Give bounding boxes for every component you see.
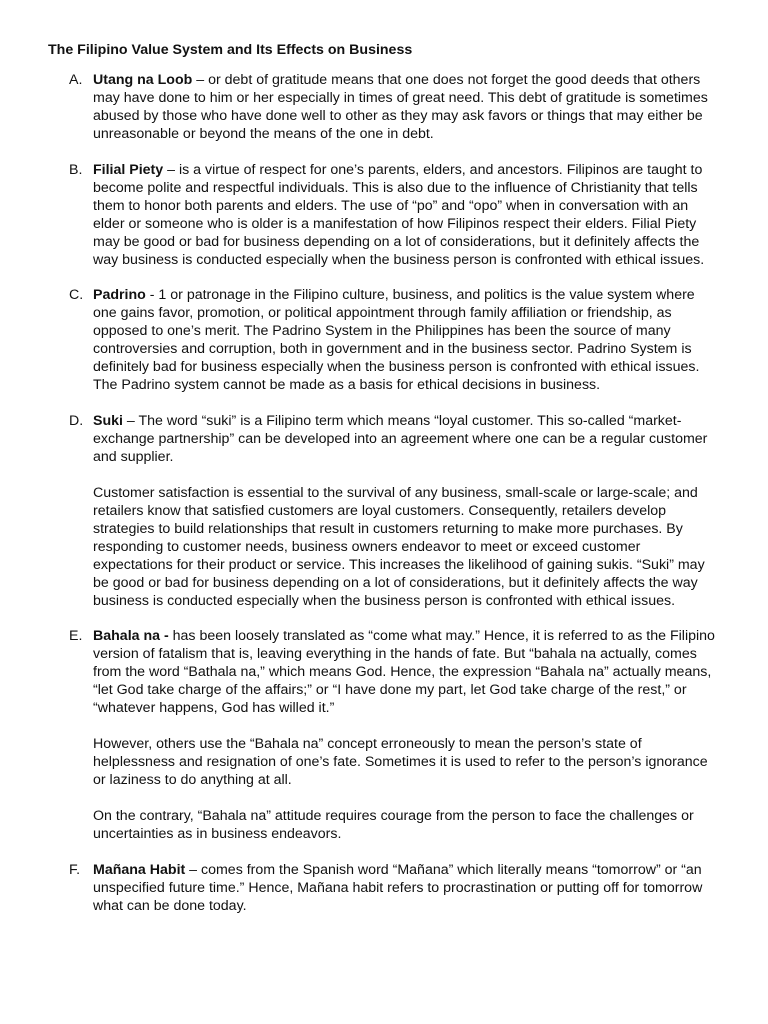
- list-item-body: [93, 286, 720, 394]
- paragraph: [93, 71, 720, 143]
- list-marker: F.: [69, 861, 81, 878]
- definition-text: – comes from the Spanish word “Mañana” which literally means “tomorrow” or “an unspecified future time.” Hence, Mañana habit refers to procrastination or putting off for tomorrow what can be done today.: [93, 861, 703, 914]
- list-item-body: [93, 412, 720, 610]
- list-item-body: [93, 71, 720, 143]
- list-marker: A.: [69, 72, 83, 88]
- list-item-f: [48, 861, 720, 915]
- list-item-a: [48, 71, 720, 143]
- definition-text: – The word “suki” is a Filipino term which means “loyal customer. This so-called “market-exchange partnership” can be developed into an agreement where one can be a regular customer and supplier.: [93, 412, 708, 465]
- term-suki: Suki: [93, 412, 123, 429]
- list-marker: B.: [69, 161, 83, 178]
- list-item-body: [93, 627, 720, 843]
- paragraph: [93, 627, 720, 717]
- list-item-body: [93, 161, 720, 269]
- definition-text: - 1 or patronage in the Filipino culture, business, and politics is the value system where one gains favor, promotion, or political appointment through family affiliation or friendship, as opposed to one’s merit. The Padrino System in the Philippines has been the source of many controversies and corruption, both in government and in the business sector. Padrino System is definitely bad for business especially when the business person is confronted with ethical issues. The Padrino system cannot be made as a basis for ethical decisions in business.: [93, 287, 700, 393]
- definition-text: – or debt of gratitude means that one does not forget the good deeds that others may have done to him or her especially in times of great need. This debt of gratitude is sometimes abused by those who have done well to other as they may ask favors or things that may either be unreasonable or beyond the means of the one in debt.: [93, 72, 708, 142]
- term-utang-na-loob: Utang na Loob: [93, 72, 193, 88]
- list-marker: D.: [69, 412, 84, 429]
- definition-text: – is a virtue of respect for one’s parents, elders, and ancestors. Filipinos are taught to become polite and respectful individuals. This is also due to the influence of Christianity that tells them to honor both parents and elders. The use of “po” and “opo” when in conversation with an elder or someone who is older is a manifestation of how Filipinos respect their elders. Filial Piety may be good or bad for business depending on a lot of considerations, but it definitely affects the way business is conducted especially when the business person is confronted with ethical issues.: [93, 161, 705, 268]
- paragraph: [93, 286, 720, 394]
- term-manana-habit: Mañana Habit: [93, 861, 186, 878]
- document-title: The Filipino Value System and Its Effects on Business: [48, 42, 413, 58]
- list-item-c: [48, 286, 720, 394]
- list-marker: E.: [69, 628, 83, 644]
- term-bahala-na: Bahala na -: [93, 628, 169, 644]
- list-item-e: [48, 627, 720, 843]
- paragraph: [93, 861, 720, 915]
- term-filial-piety: Filial Piety: [93, 161, 164, 178]
- paragraph: However, others use the “Bahala na” concept erroneously to mean the person’s state of helplessness and resignation of one’s fate. Sometimes it is used to refer to the person’s ignorance or laziness to do anything at all.: [93, 736, 708, 788]
- definition-text: has been loosely translated as “come what may.” Hence, it is referred to as the Filipino version of fatalism that is, leaving everything in the hands of fate. But “bahala na actually, comes from the word “Bathala na,” which means God. Hence, the expression “Bahala na” actually means, “let God take charge of the affairs;” or “I have done my part, let God take charge of the rest,” or “whatever happens, God has willed it.”: [93, 628, 715, 716]
- paragraph: [93, 161, 720, 269]
- list-marker: C.: [69, 287, 84, 303]
- list-item-d: [48, 412, 720, 610]
- list-item-body: [93, 861, 720, 915]
- paragraph: Customer satisfaction is essential to the survival of any business, small-scale or large-scale; and retailers know that satisfied customers are loyal customers. Consequently, retailers develop strategies to build relationships that result in customers returning to make more purchases. By responding to customer needs, business owners endeavor to meet or exceed customer expectations for their product or service. This increases the likelihood of gaining sukis. “Suki” may be good or bad for business depending on a lot of considerations, but it definitely affects the way business is conducted especially when the business person is confronted with ethical issues.: [93, 484, 705, 609]
- list-item-b: [48, 161, 720, 269]
- paragraph: [93, 412, 720, 466]
- paragraph: On the contrary, “Bahala na” attitude requires courage from the person to face the challenges or uncertainties as in business endeavors.: [93, 808, 694, 842]
- term-padrino: Padrino: [93, 287, 146, 303]
